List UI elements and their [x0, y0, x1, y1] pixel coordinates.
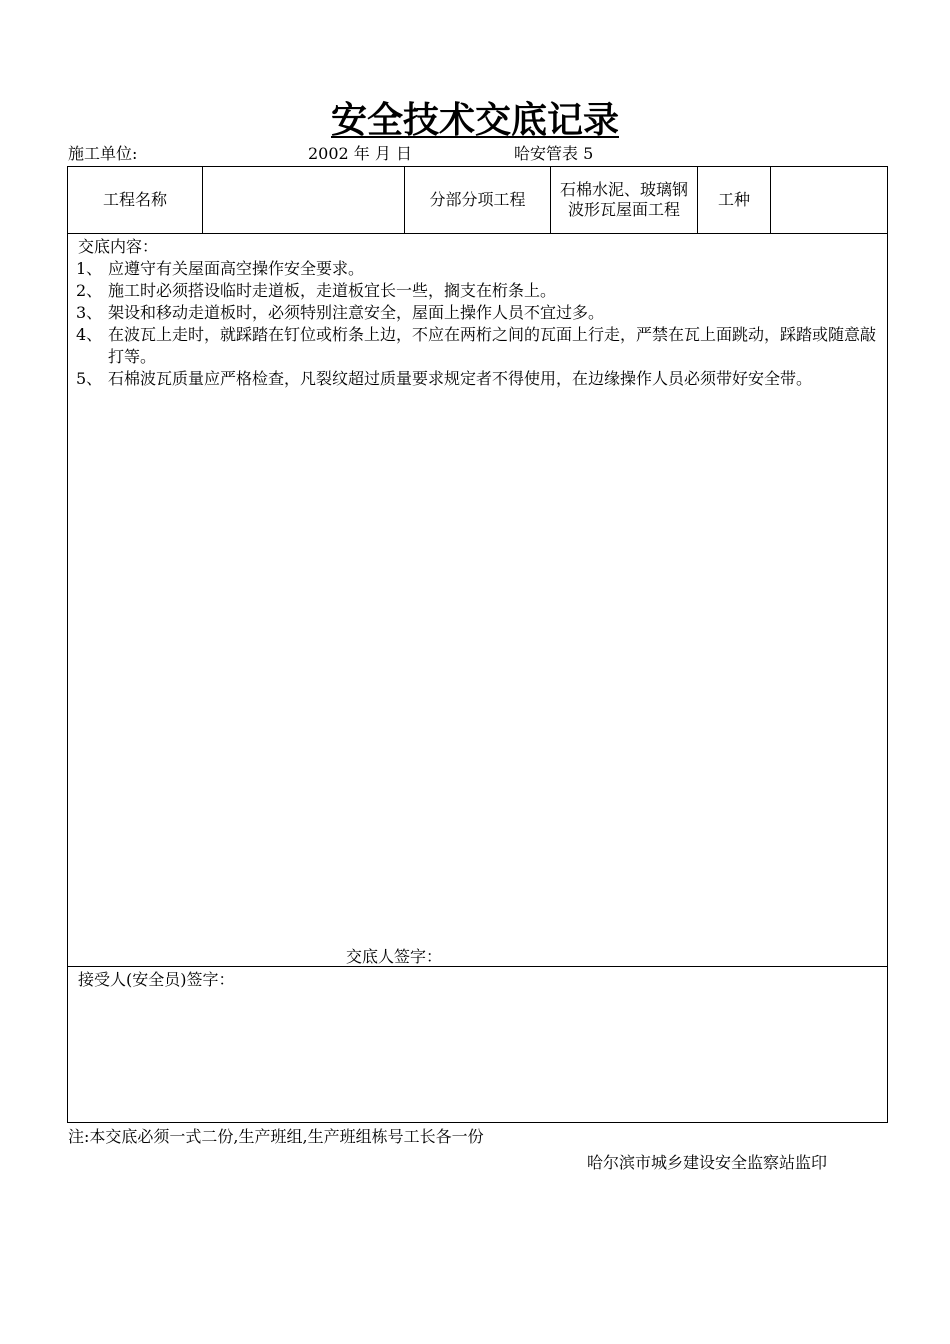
briefing-item-number: 3、 [76, 303, 103, 322]
briefing-item [76, 258, 876, 280]
receiver-signature-label: 接受人(安全员)签字： [78, 970, 235, 989]
project-info-row [68, 167, 887, 234]
record-sheet [67, 166, 888, 1123]
document-title-text: 安全技术交底记录 [330, 99, 619, 141]
briefing-item [76, 280, 876, 302]
sub-project-value: 石棉水泥、玻璃钢波形瓦屋面工程 [551, 167, 698, 233]
briefing-item-text: 应遵守有关屋面高空操作安全要求。 [108, 259, 365, 278]
trade-label: 工种 [698, 167, 771, 233]
briefing-item-number: 5、 [76, 369, 103, 388]
project-name-label: 工程名称 [68, 167, 203, 233]
record-date: 2002 年 月 日 [308, 144, 412, 163]
supervision-seal-text: 哈尔滨市城乡建设安全监察站监印 [587, 1153, 828, 1172]
receiver-section [68, 967, 887, 1122]
briefing-item-number: 2、 [76, 281, 103, 300]
briefing-item [76, 324, 876, 368]
project-name-value [203, 167, 405, 233]
briefing-item [76, 368, 876, 390]
briefing-item-text: 在波瓦上走时，就踩踏在钉位或桁条上边，不应在两桁之间的瓦面上行走，严禁在瓦上面跳动，踩踏或随意敲打等。 [108, 325, 877, 366]
briefing-item-text: 架设和移动走道板时，必须特别注意安全，屋面上操作人员不宜过多。 [108, 303, 605, 322]
document-title [0, 96, 950, 144]
trade-value [771, 167, 887, 233]
briefing-items [76, 258, 876, 390]
construction-unit-label: 施工单位: [68, 144, 138, 163]
briefing-item-text: 石棉波瓦质量应严格检查，凡裂纹超过质量要求规定者不得使用，在边缘操作人员必须带好安全带。 [108, 369, 813, 388]
form-code: 哈安管表 5 [514, 144, 594, 163]
footer-note: 注:本交底必须一式二份,生产班组,生产班组栋号工长各一份 [68, 1127, 484, 1146]
briefing-item-number: 1、 [76, 259, 103, 278]
sub-project-label: 分部分项工程 [405, 167, 551, 233]
briefing-content-label: 交底内容： [78, 237, 159, 256]
briefing-item-text: 施工时必须搭设临时走道板，走道板宜长一些，搁支在桁条上。 [108, 281, 557, 300]
briefing-content [68, 234, 887, 967]
briefing-item-number: 4、 [76, 325, 103, 344]
briefing-item [76, 302, 876, 324]
briefer-signature-label: 交底人签字： [346, 947, 443, 966]
